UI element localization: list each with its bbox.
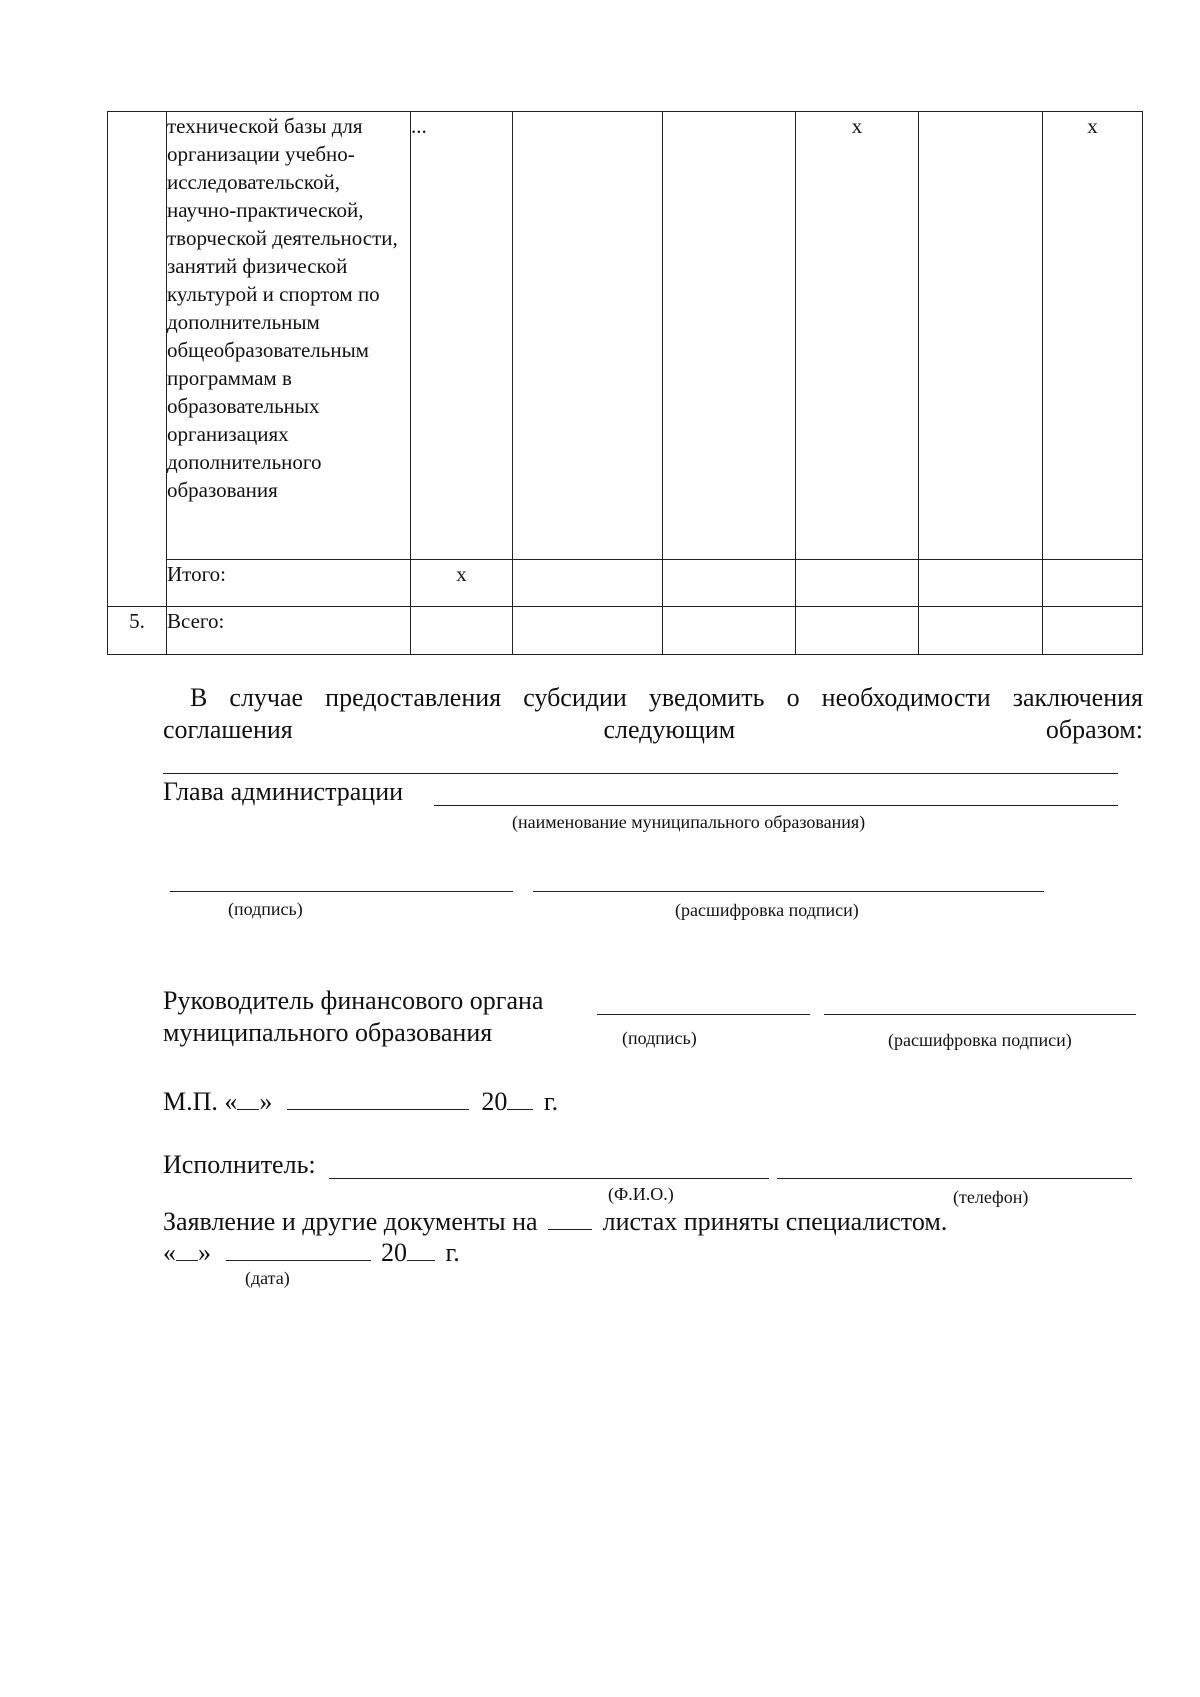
table-cell bbox=[513, 560, 663, 607]
receipt-text-before: Заявление и другие документы на bbox=[163, 1207, 538, 1236]
table-cell bbox=[796, 607, 919, 655]
table-cell bbox=[411, 607, 513, 655]
table-cell-x-mark: x bbox=[1043, 112, 1143, 560]
table-cell bbox=[1043, 607, 1143, 655]
executor-label: Исполнитель: bbox=[163, 1150, 316, 1179]
table-row bbox=[108, 112, 1143, 560]
head-decoding-field[interactable] bbox=[533, 891, 1044, 892]
stamp-month-field[interactable] bbox=[287, 1087, 469, 1110]
receipt-text-after: листах приняты специалистом. bbox=[602, 1207, 948, 1236]
notice-paragraph: В случае предоставления субсидии уведомить о необходимости заключения соглашения следующим образом: bbox=[163, 683, 1143, 744]
table-cell-ellipsis: ... bbox=[411, 112, 513, 560]
table-row-subtotal bbox=[108, 560, 1143, 607]
subtotal-label: Итого: bbox=[167, 560, 411, 607]
table-cell bbox=[513, 607, 663, 655]
table-cell bbox=[796, 560, 919, 607]
table-cell-number bbox=[108, 112, 167, 560]
municipality-name-field[interactable] bbox=[434, 805, 1118, 806]
table-cell bbox=[663, 560, 796, 607]
finance-signature-field[interactable] bbox=[597, 1014, 810, 1015]
table-cell-x-mark: x bbox=[411, 560, 513, 607]
head-signature-field[interactable] bbox=[170, 891, 513, 892]
head-label: Глава администрации bbox=[163, 777, 404, 806]
total-label: Всего: bbox=[167, 607, 411, 655]
executor-name-caption: (Ф.И.О.) bbox=[608, 1184, 674, 1204]
receipt-day-field[interactable] bbox=[176, 1238, 198, 1261]
row-number: 5. bbox=[108, 607, 167, 655]
stamp-year-field[interactable] bbox=[507, 1087, 533, 1110]
table-cell bbox=[663, 112, 796, 560]
finance-signature-caption: (подпись) bbox=[622, 1028, 697, 1048]
head-decoding-caption: (расшифровка подписи) bbox=[675, 900, 859, 920]
receipt-month-field[interactable] bbox=[226, 1238, 371, 1261]
receipt-line bbox=[163, 1207, 947, 1237]
table-cell-description: технической базы для организации учебно-исследовательской, научно-практической, творческой деятельности, занятий физической культурой и спортом по дополнительным общеобразовательным программам в образовательных организациях дополнительного образования bbox=[167, 112, 411, 560]
stamp-close-quote: » bbox=[259, 1087, 273, 1116]
table-cell bbox=[919, 112, 1043, 560]
receipt-year-suffix: г. bbox=[445, 1238, 460, 1267]
stamp-year-prefix: 20 bbox=[481, 1087, 508, 1116]
table-cell bbox=[1043, 560, 1143, 607]
executor-name-field[interactable] bbox=[329, 1178, 769, 1179]
executor-phone-caption: (телефон) bbox=[953, 1187, 1029, 1207]
table-cell bbox=[513, 112, 663, 560]
municipality-caption: (наименование муниципального образования) bbox=[512, 812, 866, 832]
table-cell bbox=[919, 607, 1043, 655]
receipt-date-caption: (дата) bbox=[245, 1268, 290, 1288]
stamp-year-suffix: г. bbox=[543, 1087, 559, 1116]
table-cell-number bbox=[108, 560, 167, 607]
finance-decoding-caption: (расшифровка подписи) bbox=[888, 1030, 1072, 1050]
receipt-open-quote: « bbox=[163, 1238, 176, 1267]
finance-decoding-field[interactable] bbox=[824, 1014, 1136, 1015]
receipt-year-prefix: 20 bbox=[381, 1238, 407, 1267]
table-cell-x-mark: x bbox=[796, 112, 919, 560]
table-cell bbox=[919, 560, 1043, 607]
finance-label-line2: муниципального образования bbox=[163, 1018, 493, 1047]
receipt-year-field[interactable] bbox=[407, 1238, 435, 1261]
head-signature-caption: (подпись) bbox=[228, 899, 303, 919]
finance-label-line1: Руководитель финансового органа bbox=[163, 986, 544, 1015]
executor-phone-field[interactable] bbox=[777, 1178, 1132, 1179]
table-cell bbox=[663, 607, 796, 655]
receipt-date-line bbox=[163, 1238, 460, 1268]
receipt-sheets-field[interactable] bbox=[548, 1207, 592, 1230]
subsidy-table bbox=[107, 111, 1143, 655]
notice-blank-line[interactable] bbox=[163, 773, 1118, 774]
table-row-total bbox=[108, 607, 1143, 655]
stamp-prefix: М.П. « bbox=[163, 1087, 238, 1116]
receipt-close-quote: » bbox=[198, 1238, 211, 1267]
stamp-day-field[interactable] bbox=[237, 1087, 259, 1110]
stamp-date-line bbox=[163, 1087, 558, 1117]
